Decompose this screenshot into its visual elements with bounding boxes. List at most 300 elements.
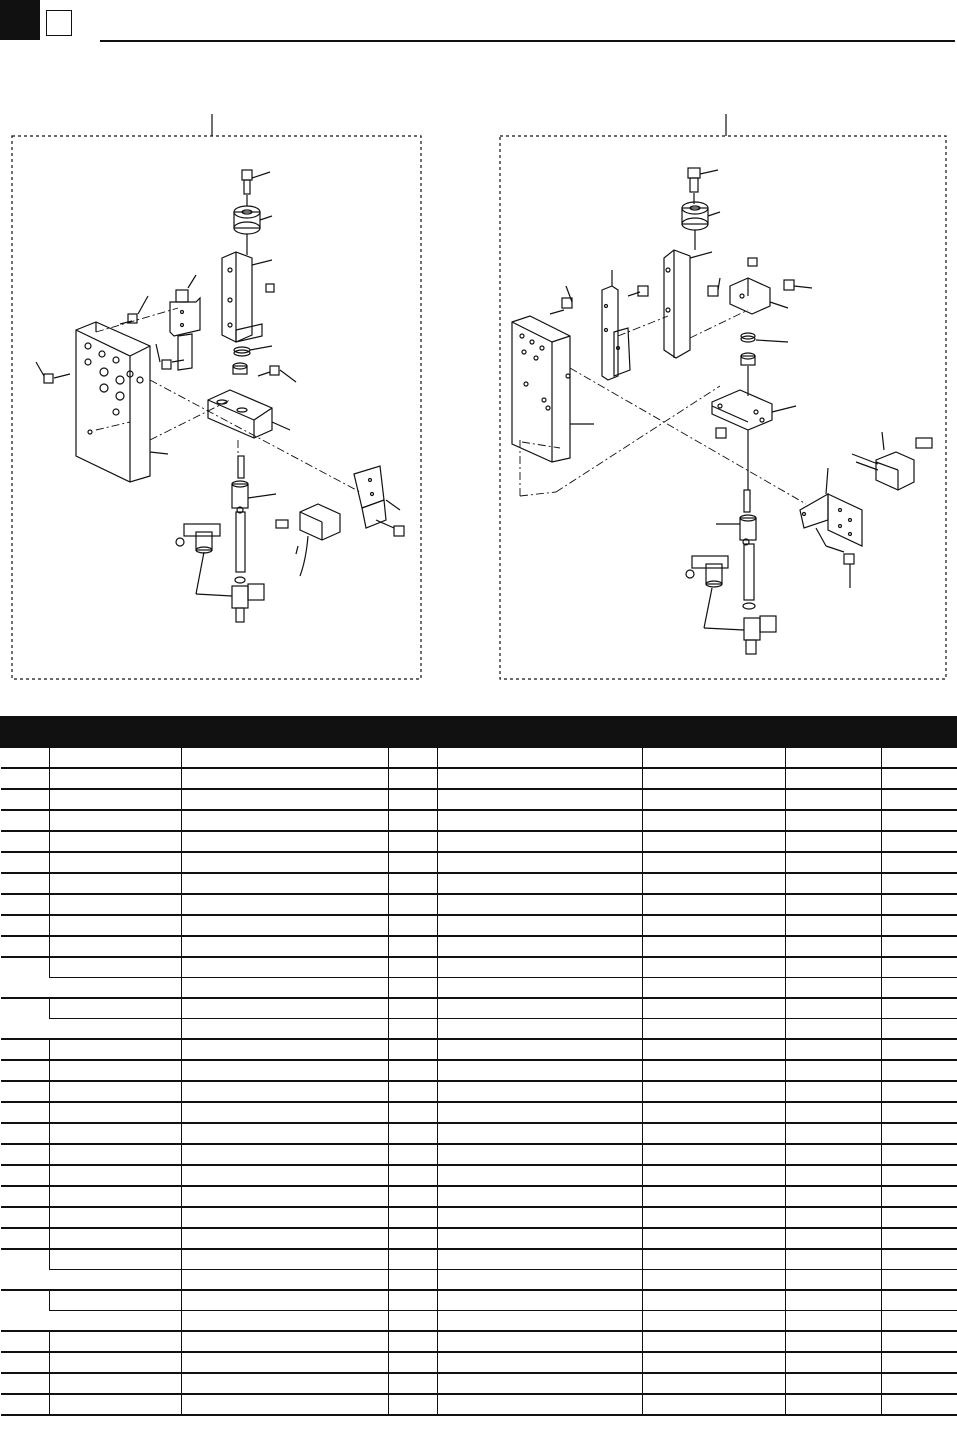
table-cell — [882, 1165, 957, 1186]
table-cell — [438, 831, 643, 852]
table-cell — [438, 1165, 643, 1186]
table-cell — [643, 1102, 786, 1123]
table-cell — [182, 810, 389, 831]
table-cell — [50, 1373, 182, 1394]
table-cell — [786, 957, 882, 978]
screw-icon — [784, 280, 812, 290]
table-cell — [786, 1373, 882, 1394]
table-cell — [882, 1019, 957, 1040]
header-cell-model — [786, 717, 882, 748]
sensor-bracket-icon — [354, 466, 404, 536]
table-cell — [786, 894, 882, 915]
nut-icon — [748, 258, 757, 266]
nut-icon — [233, 363, 247, 374]
table-cell — [438, 998, 643, 1019]
washer-icon — [741, 333, 788, 342]
table-cell — [1, 831, 50, 852]
table-cell — [182, 1394, 389, 1415]
table-cell — [882, 1394, 957, 1415]
table-row — [1, 831, 957, 852]
table-cell — [438, 1102, 643, 1123]
table-cell — [1, 915, 50, 936]
header-cell-remarks — [882, 717, 957, 748]
table-cell — [643, 852, 786, 873]
table-cell — [643, 1081, 786, 1102]
table-row — [1, 1039, 957, 1060]
table-cell — [389, 1039, 438, 1060]
table-cell — [389, 998, 438, 1019]
table-row — [1, 789, 957, 810]
table-cell — [389, 1249, 438, 1270]
table-row — [1, 1102, 957, 1123]
table-cell — [643, 1352, 786, 1373]
table-cell — [786, 789, 882, 810]
table-cell — [182, 1228, 389, 1249]
table-cell — [182, 768, 389, 789]
table-cell — [1, 768, 50, 789]
table-cell — [643, 1290, 786, 1311]
header-cell-spec — [643, 717, 786, 748]
table-cell — [438, 1373, 643, 1394]
table-cell — [182, 1311, 389, 1332]
table-cell — [438, 748, 643, 769]
table-cell — [1, 1165, 50, 1186]
table-cell — [882, 1081, 957, 1102]
table-cell — [438, 894, 643, 915]
table-cell — [389, 1228, 438, 1249]
table-cell — [182, 1144, 389, 1165]
table-cell — [389, 748, 438, 769]
table-row — [1, 1290, 957, 1311]
table-row — [1, 957, 957, 978]
table-cell — [1, 1102, 50, 1123]
table-cell — [882, 1373, 957, 1394]
base-plate-icon — [76, 322, 168, 482]
table-cell — [438, 915, 643, 936]
fitting-icon — [196, 584, 264, 622]
table-cell — [786, 831, 882, 852]
table-row — [1, 1186, 957, 1207]
table-cell — [882, 1207, 957, 1228]
table-cell — [786, 1394, 882, 1415]
table-row — [1, 748, 957, 769]
table-cell — [786, 1290, 882, 1311]
table-cell — [1, 748, 50, 769]
table-cell — [882, 915, 957, 936]
spacer-icon — [234, 206, 272, 234]
table-cell — [182, 894, 389, 915]
title-rule — [100, 40, 955, 42]
fitting-icon — [176, 524, 220, 594]
table-cell — [643, 1144, 786, 1165]
screw-icon — [258, 366, 296, 382]
table-cell — [1, 894, 50, 915]
table-cell — [1, 957, 50, 998]
table-cell — [50, 894, 182, 915]
table-cell — [438, 1249, 643, 1270]
table-row — [1, 1144, 957, 1165]
parts-list-body — [1, 748, 957, 1416]
table-cell — [438, 1352, 643, 1373]
screw-icon — [550, 286, 572, 314]
table-cell — [50, 873, 182, 894]
table-cell — [643, 915, 786, 936]
table-cell — [882, 957, 957, 978]
table-cell — [786, 1270, 882, 1291]
table-cell — [50, 1019, 182, 1040]
table-cell — [389, 831, 438, 852]
table-cell — [786, 978, 882, 999]
right-assembly — [512, 168, 932, 654]
table-cell — [438, 852, 643, 873]
screw-icon — [708, 278, 720, 296]
sensor-bracket-icon — [800, 468, 862, 552]
screw-icon — [36, 362, 70, 383]
parts-list-table — [0, 716, 957, 1416]
table-cell — [643, 831, 786, 852]
table-cell — [882, 1228, 957, 1249]
table-cell — [643, 1228, 786, 1249]
table-row — [1, 1081, 957, 1102]
table-cell — [643, 1270, 786, 1291]
header-cell-no — [1, 717, 50, 748]
table-cell — [786, 936, 882, 957]
table-cell — [786, 1186, 882, 1207]
table-cell — [389, 1081, 438, 1102]
table-row — [1, 1331, 957, 1352]
table-row — [1, 978, 957, 999]
table-cell — [1, 1123, 50, 1144]
table-cell — [438, 1123, 643, 1144]
table-cell — [643, 789, 786, 810]
table-row — [1, 1311, 957, 1332]
table-cell — [389, 1186, 438, 1207]
fitting-icon — [686, 556, 728, 628]
table-row — [1, 998, 957, 1019]
table-cell — [182, 1060, 389, 1081]
table-cell — [182, 1352, 389, 1373]
table-cell — [50, 1394, 182, 1415]
table-cell — [786, 1165, 882, 1186]
table-cell — [182, 1207, 389, 1228]
table-cell — [786, 748, 882, 769]
table-cell — [882, 1039, 957, 1060]
table-cell — [643, 1123, 786, 1144]
table-row — [1, 1249, 957, 1270]
table-row — [1, 1394, 957, 1415]
table-cell — [882, 894, 957, 915]
table-cell — [182, 998, 389, 1019]
table-cell — [389, 1394, 438, 1415]
table-cell — [438, 1081, 643, 1102]
table-cell — [50, 1270, 182, 1291]
table-cell — [643, 810, 786, 831]
table-cell — [50, 1249, 182, 1270]
table-row — [1, 1060, 957, 1081]
table-cell — [50, 978, 182, 999]
table-cell — [643, 1394, 786, 1415]
table-cell — [882, 768, 957, 789]
table-cell — [182, 873, 389, 894]
bracket-icon — [664, 250, 712, 358]
table-cell — [1, 936, 50, 957]
table-cell — [182, 978, 389, 999]
table-cell — [882, 1352, 957, 1373]
table-cell — [182, 1165, 389, 1186]
table-cell — [50, 768, 182, 789]
table-cell — [882, 1331, 957, 1352]
table-cell — [882, 852, 957, 873]
table-cell — [182, 1290, 389, 1311]
table-cell — [438, 1394, 643, 1415]
table-cell — [882, 1249, 957, 1270]
table-cell — [389, 1060, 438, 1081]
table-cell — [1, 1207, 50, 1228]
header-cell-name — [438, 717, 643, 748]
slider-icon — [602, 270, 630, 380]
table-cell — [786, 852, 882, 873]
table-cell — [882, 831, 957, 852]
table-cell — [389, 1144, 438, 1165]
table-cell — [438, 768, 643, 789]
table-cell — [643, 1249, 786, 1270]
table-row — [1, 915, 957, 936]
table-cell — [882, 1102, 957, 1123]
table-cell — [786, 1311, 882, 1332]
table-cell — [50, 998, 182, 1019]
clamp-plate-icon — [730, 278, 788, 314]
table-cell — [643, 1186, 786, 1207]
table-cell — [50, 831, 182, 852]
header-cell-qty — [389, 717, 438, 748]
table-cell — [389, 810, 438, 831]
table-cell — [182, 1081, 389, 1102]
table-cell — [182, 789, 389, 810]
table-cell — [182, 852, 389, 873]
table-row — [1, 873, 957, 894]
table-cell — [389, 936, 438, 957]
table-cell — [882, 810, 957, 831]
table-cell — [882, 1311, 957, 1332]
table-cell — [182, 1270, 389, 1291]
table-cell — [389, 1311, 438, 1332]
table-cell — [786, 1207, 882, 1228]
nut-icon — [741, 353, 755, 365]
table-cell — [50, 748, 182, 769]
table-cell — [786, 1331, 882, 1352]
table-cell — [786, 1081, 882, 1102]
screw-icon — [688, 168, 718, 192]
table-row — [1, 1207, 957, 1228]
table-cell — [182, 1123, 389, 1144]
table-cell — [786, 1123, 882, 1144]
table-cell — [438, 1311, 643, 1332]
table-cell — [643, 1331, 786, 1352]
base-plate-icon — [512, 316, 594, 462]
table-cell — [643, 978, 786, 999]
table-cell — [182, 1249, 389, 1270]
screw-icon — [120, 296, 148, 324]
table-cell — [1, 852, 50, 873]
table-cell — [389, 1352, 438, 1373]
table-cell — [1, 1144, 50, 1165]
table-cell — [50, 1207, 182, 1228]
sensor-icon — [276, 504, 340, 576]
table-cell — [438, 810, 643, 831]
table-cell — [643, 1039, 786, 1060]
table-cell — [389, 894, 438, 915]
table-cell — [786, 768, 882, 789]
table-cell — [786, 1039, 882, 1060]
table-cell — [389, 978, 438, 999]
table-row — [1, 810, 957, 831]
table-cell — [1, 1331, 50, 1352]
table-cell — [882, 789, 957, 810]
table-cell — [50, 1352, 182, 1373]
exploded-parts-diagram — [0, 100, 957, 690]
table-cell — [1, 810, 50, 831]
mount-plate-icon — [712, 390, 796, 430]
right-assembly-frame — [500, 136, 946, 679]
table-cell — [786, 1228, 882, 1249]
table-cell — [438, 1060, 643, 1081]
table-cell — [50, 936, 182, 957]
table-cell — [182, 748, 389, 769]
table-row — [1, 1270, 957, 1291]
table-cell — [50, 1311, 182, 1332]
table-cell — [882, 1123, 957, 1144]
table-cell — [1, 873, 50, 894]
table-cell — [50, 1186, 182, 1207]
table-cell — [438, 1144, 643, 1165]
table-cell — [786, 810, 882, 831]
table-cell — [389, 1290, 438, 1311]
table-cell — [389, 768, 438, 789]
table-cell — [1, 998, 50, 1039]
table-cell — [1, 1060, 50, 1081]
table-cell — [438, 1331, 643, 1352]
table-cell — [50, 957, 182, 978]
table-cell — [882, 873, 957, 894]
table-cell — [786, 1102, 882, 1123]
table-cell — [389, 789, 438, 810]
table-cell — [438, 1228, 643, 1249]
table-cell — [1, 1186, 50, 1207]
table-cell — [50, 810, 182, 831]
table-cell — [50, 1123, 182, 1144]
screw-icon — [242, 170, 270, 194]
table-cell — [182, 957, 389, 978]
table-cell — [438, 1207, 643, 1228]
table-cell — [438, 1186, 643, 1207]
header-cell-part-no — [50, 717, 182, 748]
table-cell — [643, 1165, 786, 1186]
left-assembly-frame — [12, 136, 421, 679]
table-cell — [50, 1102, 182, 1123]
table-cell — [1, 1081, 50, 1102]
table-cell — [438, 957, 643, 978]
table-cell — [182, 936, 389, 957]
air-cylinder-icon — [232, 456, 276, 583]
table-cell — [786, 1019, 882, 1040]
table-cell — [50, 1039, 182, 1060]
table-cell — [389, 915, 438, 936]
table-cell — [389, 1019, 438, 1040]
left-assembly — [36, 170, 404, 622]
table-cell — [882, 1270, 957, 1291]
fitting-icon — [704, 616, 776, 654]
table-cell — [786, 1249, 882, 1270]
table-cell — [389, 1207, 438, 1228]
washer-icon — [234, 346, 272, 356]
table-cell — [50, 1060, 182, 1081]
table-cell — [1, 1373, 50, 1394]
table-cell — [1, 1039, 50, 1060]
table-cell — [389, 1331, 438, 1352]
table-cell — [882, 748, 957, 769]
table-cell — [786, 998, 882, 1019]
table-cell — [1, 1290, 50, 1331]
table-cell — [50, 1331, 182, 1352]
table-cell — [643, 1019, 786, 1040]
table-cell — [389, 873, 438, 894]
table-cell — [182, 1186, 389, 1207]
table-header-row — [1, 717, 957, 748]
table-row — [1, 1228, 957, 1249]
table-cell — [882, 936, 957, 957]
table-cell — [786, 1352, 882, 1373]
table-cell — [389, 852, 438, 873]
table-cell — [882, 1290, 957, 1311]
table-cell — [1, 1249, 50, 1290]
table-cell — [643, 936, 786, 957]
table-cell — [50, 789, 182, 810]
nut-icon — [266, 284, 274, 292]
table-cell — [1, 1394, 50, 1415]
table-cell — [1, 789, 50, 810]
table-cell — [182, 1039, 389, 1060]
table-cell — [182, 1331, 389, 1352]
table-row — [1, 1123, 957, 1144]
table-cell — [786, 873, 882, 894]
table-cell — [643, 1373, 786, 1394]
screw-icon — [156, 344, 184, 369]
table-cell — [786, 1144, 882, 1165]
table-cell — [50, 1081, 182, 1102]
clamp-plate-icon — [208, 390, 290, 438]
table-row — [1, 1165, 957, 1186]
table-row — [1, 1019, 957, 1040]
table-cell — [643, 1311, 786, 1332]
table-cell — [438, 789, 643, 810]
table-cell — [50, 1290, 182, 1311]
table-cell — [182, 831, 389, 852]
table-cell — [882, 1144, 957, 1165]
table-cell — [438, 1039, 643, 1060]
header-cell-description — [182, 717, 389, 748]
screw-icon — [716, 428, 726, 438]
bracket-icon — [222, 252, 272, 342]
table-cell — [882, 1060, 957, 1081]
table-cell — [389, 1373, 438, 1394]
table-cell — [389, 1123, 438, 1144]
page-number-box — [46, 10, 72, 36]
table-cell — [786, 915, 882, 936]
table-cell — [882, 998, 957, 1019]
table-cell — [50, 1165, 182, 1186]
spacer-icon — [682, 202, 720, 230]
table-cell — [50, 852, 182, 873]
